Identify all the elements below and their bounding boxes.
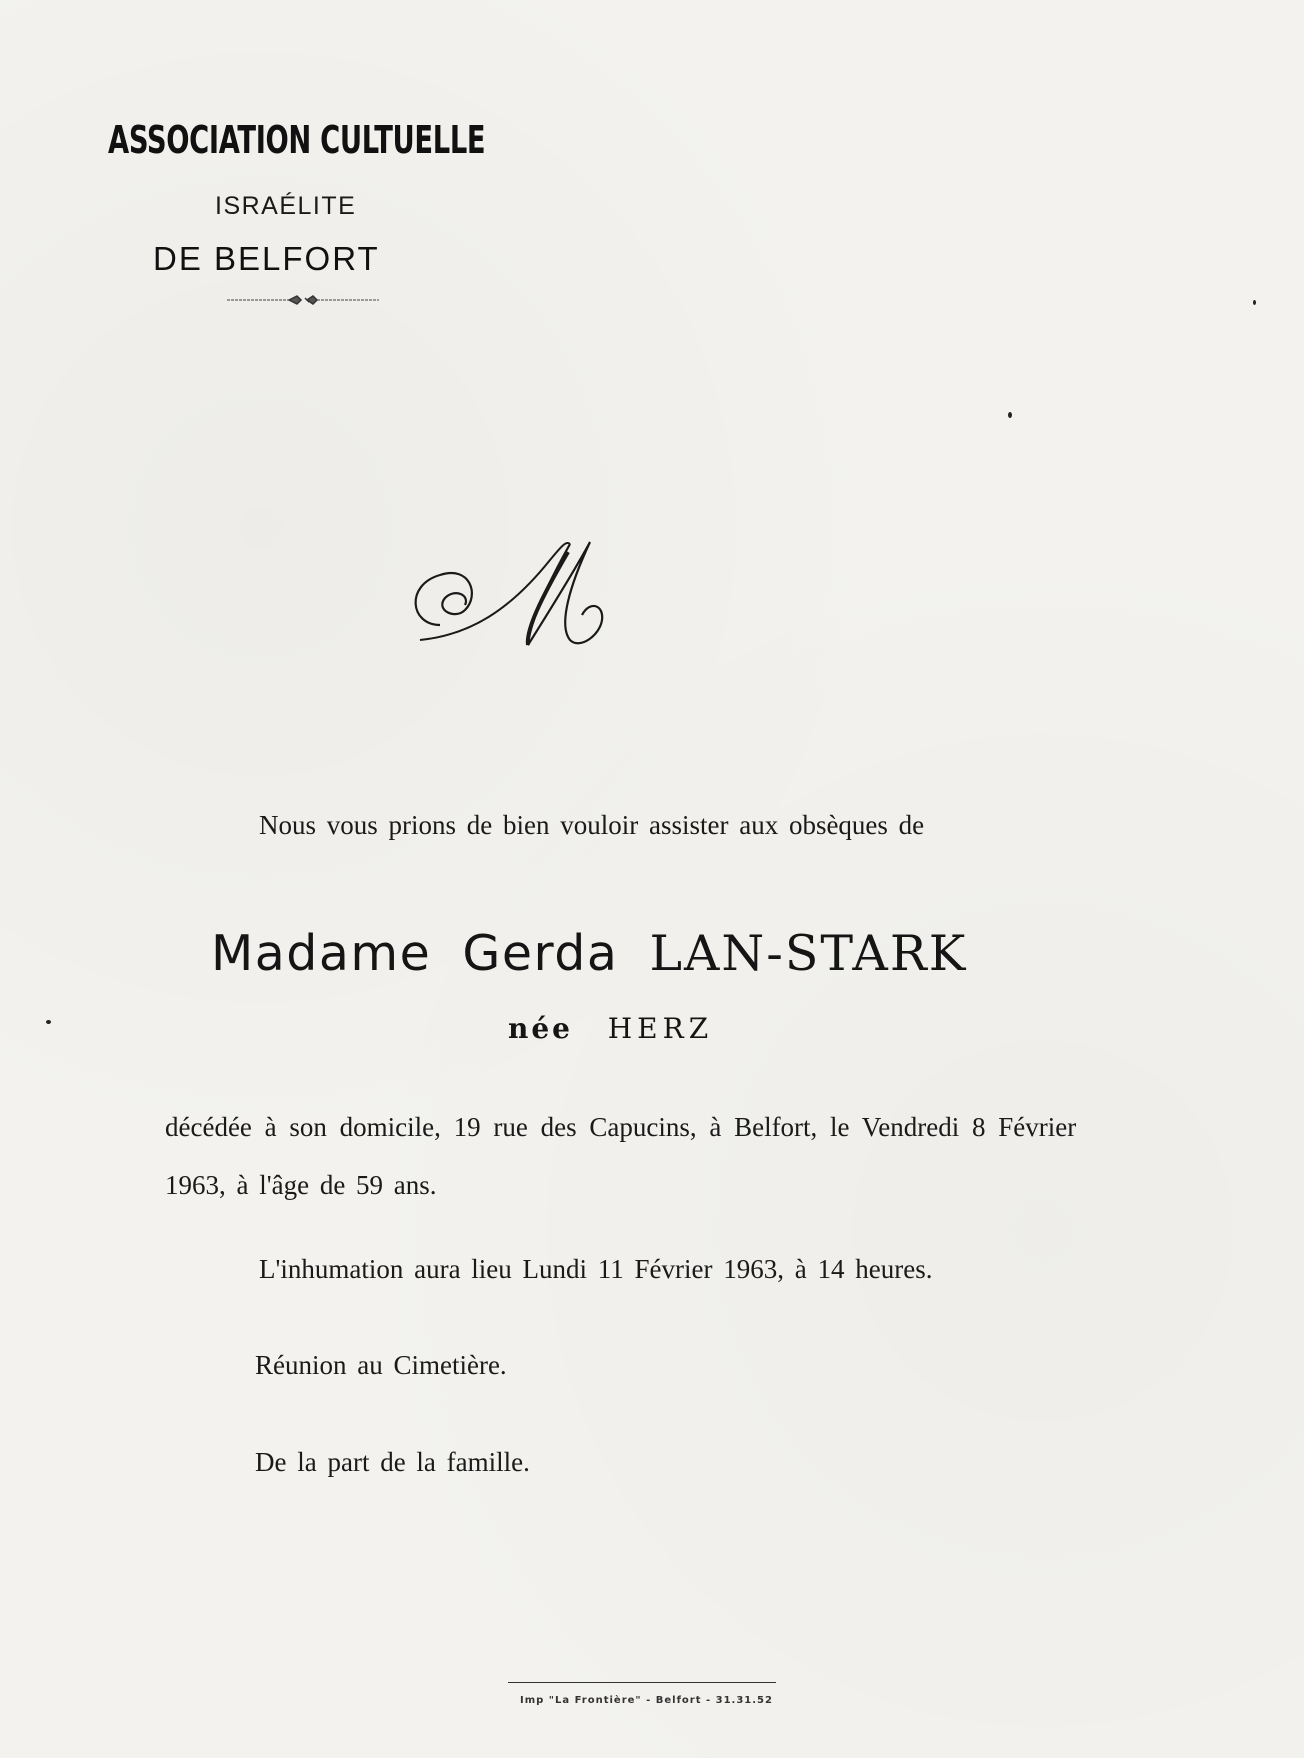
monogram-m-glyph [410, 540, 620, 655]
nee-label: née [508, 1012, 573, 1045]
burial-details: L'inhumation aura lieu Lundi 11 Février 1963, à 14 heures. [259, 1254, 933, 1284]
maiden-name: HERZ [607, 1012, 714, 1045]
paper-speck [1253, 300, 1256, 305]
paper-speck [1008, 412, 1012, 418]
footer-rule [508, 1682, 776, 1683]
death-details-line-2: 1963, à l'âge de 59 ans. [165, 1170, 437, 1200]
printer-credit: Imp "La Frontière" - Belfort - 31.31.52 [520, 1695, 773, 1706]
name-first: Gerda [462, 925, 619, 982]
paper-speck [46, 1020, 51, 1024]
letterhead-ornament [227, 292, 379, 308]
gathering-location: Réunion au Cimetière. [255, 1350, 507, 1380]
deceased-name [211, 925, 967, 982]
family-signature: De la part de la famille. [255, 1447, 530, 1477]
name-title: Madame [211, 925, 432, 982]
name-surname: LAN-STARK [649, 925, 968, 982]
letterhead-association: ASSOCIATION CULTUELLE [108, 118, 486, 162]
intro-text: Nous vous prions de bien vouloir assister aux obsèques de [259, 810, 925, 840]
letterhead-israelite: ISRAÉLITE [215, 192, 357, 220]
letterhead-de-belfort: DE BELFORT [153, 240, 380, 277]
maiden-name-line [508, 1012, 713, 1045]
death-details-line-1: décédée à son domicile, 19 rue des Capucins, à Belfort, le Vendredi 8 Février [165, 1112, 1077, 1142]
